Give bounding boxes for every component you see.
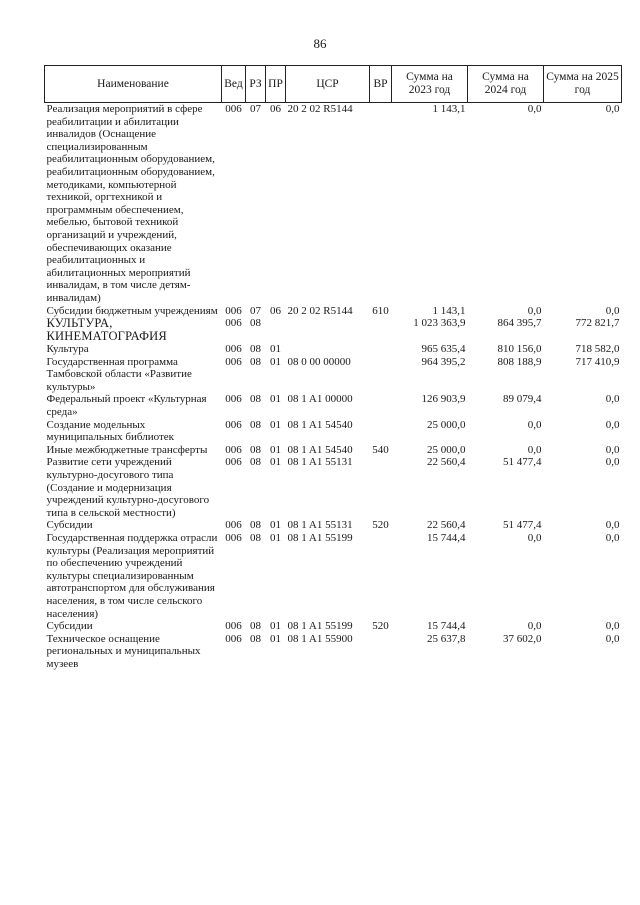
row-sum-2023: 1 143,1 bbox=[432, 103, 466, 115]
row-csr: 20 2 02 R5144 bbox=[287, 103, 353, 115]
row-name: Развитие сети учреждений культурно-досугового типа (Создание и модернизация учреждений культурно-досугового типа в сельской местности) bbox=[46, 456, 210, 519]
row-sum-2023: 25 637,8 bbox=[427, 632, 466, 645]
header-vr: ВР bbox=[370, 66, 392, 103]
row-sum-2024: 0,0 bbox=[527, 304, 542, 317]
row-csr: 08 1 A1 54540 bbox=[287, 443, 353, 456]
table-row bbox=[45, 419, 622, 444]
row-sum-2025: 717 410,9 bbox=[575, 355, 620, 368]
row-csr bbox=[286, 343, 370, 356]
row-sum-2024: 810 156,0 bbox=[497, 343, 542, 356]
row-vr: 540 bbox=[372, 443, 389, 456]
row-sum-2025: 0,0 bbox=[605, 393, 620, 406]
row-name: КУЛЬТУРА, КИНЕМАТОГРАФИЯ bbox=[46, 316, 167, 344]
row-name: Государственная поддержка отрасли культуры (Реализация мероприятий по обеспечению учреждений культуры специализированным автотранспортом для обслуживания населения, в том числе сельского населения) bbox=[46, 532, 218, 620]
table-row bbox=[45, 103, 622, 305]
row-pr: 01 bbox=[270, 355, 281, 368]
row-sum-2023: 22 560,4 bbox=[427, 456, 466, 469]
header-sum-2023: Сумма на 2023 год bbox=[392, 66, 468, 103]
row-rz: 08 bbox=[250, 343, 261, 356]
row-sum-2024: 808 188,9 bbox=[497, 355, 542, 368]
row-rz: 07 bbox=[250, 304, 261, 317]
row-sum-2025: 0,0 bbox=[605, 532, 620, 544]
table-row bbox=[45, 343, 622, 356]
row-sum-2025: 0,0 bbox=[605, 456, 620, 469]
row-csr: 08 0 00 00000 bbox=[287, 355, 351, 368]
row-csr: 08 1 A1 54540 bbox=[287, 418, 353, 431]
row-vr bbox=[370, 532, 392, 620]
row-name: Федеральный проект «Культурная среда» bbox=[46, 393, 207, 419]
row-csr: 08 1 A1 55199 bbox=[287, 620, 353, 633]
row-name: Реализация мероприятий в сфере реабилитации и абилитации инвалидов (Оснащение специализированным реабилитационным оборудованием, реабилитационным оборудованием, методиками, компьютерной техникой, оргтехникой и программным обеспечением, мебелью, бытовой техникой организаций и учреждений, обеспечивающих оказание реабилитационных и абилитационных мероприятий инвалидам, в том числе детям-инвалидам) bbox=[46, 103, 215, 304]
row-rz: 08 bbox=[250, 620, 261, 633]
row-csr: 20 2 02 R5144 bbox=[287, 304, 353, 317]
row-sum-2025: 718 582,0 bbox=[575, 343, 620, 356]
row-ved: 006 bbox=[225, 304, 242, 317]
row-pr: 01 bbox=[270, 532, 281, 544]
row-pr: 01 bbox=[270, 456, 281, 469]
row-sum-2023: 25 000,0 bbox=[427, 443, 466, 456]
row-ved: 006 bbox=[225, 103, 242, 115]
row-csr bbox=[286, 317, 370, 343]
row-pr: 01 bbox=[270, 620, 281, 633]
row-ved: 006 bbox=[225, 532, 242, 544]
page-number: 86 bbox=[313, 36, 327, 51]
table-row bbox=[45, 305, 622, 318]
row-pr: 01 bbox=[270, 393, 281, 406]
header-name: Наименование bbox=[45, 66, 222, 103]
row-sum-2023: 126 903,9 bbox=[421, 393, 466, 406]
row-sum-2024: 0,0 bbox=[527, 443, 542, 456]
row-vr bbox=[370, 317, 392, 343]
row-sum-2025: 772 821,7 bbox=[575, 317, 620, 330]
row-sum-2024: 37 602,0 bbox=[503, 632, 542, 645]
row-rz: 07 bbox=[250, 103, 261, 115]
row-name: Государственная программа Тамбовской области «Развитие культуры» bbox=[46, 355, 192, 393]
table-row bbox=[45, 519, 622, 532]
row-pr: 01 bbox=[270, 343, 281, 356]
row-sum-2025: 0,0 bbox=[605, 620, 620, 633]
header-pr: ПР bbox=[266, 66, 286, 103]
header-sum-2024: Сумма на 2024 год bbox=[468, 66, 544, 103]
row-pr: 01 bbox=[270, 632, 281, 645]
row-vr bbox=[370, 419, 392, 444]
row-csr: 08 1 A1 55131 bbox=[287, 519, 353, 532]
row-ved: 006 bbox=[225, 620, 242, 633]
row-rz: 08 bbox=[250, 355, 261, 368]
row-rz: 08 bbox=[250, 632, 261, 645]
row-vr bbox=[370, 343, 392, 356]
header-csr: ЦСР bbox=[286, 66, 370, 103]
row-csr: 08 1 A1 55131 bbox=[287, 456, 353, 469]
row-vr: 520 bbox=[372, 620, 389, 633]
row-sum-2023: 965 635,4 bbox=[421, 343, 466, 356]
row-sum-2025: 0,0 bbox=[605, 443, 620, 456]
table-row bbox=[45, 444, 622, 457]
row-ved: 006 bbox=[225, 393, 242, 406]
row-csr: 08 1 A1 55900 bbox=[287, 632, 353, 645]
row-vr bbox=[370, 103, 392, 305]
row-sum-2023: 25 000,0 bbox=[427, 418, 466, 431]
row-name: Культура bbox=[46, 343, 89, 356]
table-row bbox=[45, 393, 622, 418]
table-row bbox=[45, 633, 622, 671]
row-ved: 006 bbox=[225, 343, 242, 356]
row-vr bbox=[370, 356, 392, 394]
row-rz: 08 bbox=[250, 393, 261, 406]
row-vr: 610 bbox=[372, 304, 389, 317]
row-sum-2024: 0,0 bbox=[527, 103, 542, 115]
row-sum-2023: 1 023 363,9 bbox=[413, 317, 466, 330]
row-rz: 08 bbox=[250, 519, 261, 532]
row-name: Иные межбюджетные трансферты bbox=[46, 443, 208, 456]
row-rz: 08 bbox=[250, 317, 261, 330]
row-ved: 006 bbox=[225, 317, 242, 330]
row-vr bbox=[370, 393, 392, 418]
row-pr: 01 bbox=[270, 519, 281, 532]
row-sum-2024: 864 395,7 bbox=[497, 317, 542, 330]
row-pr: 06 bbox=[270, 103, 281, 115]
row-sum-2023: 964 395,2 bbox=[421, 355, 466, 368]
row-vr bbox=[370, 456, 392, 519]
row-ved: 006 bbox=[225, 443, 242, 456]
row-name: Субсидии bbox=[46, 620, 93, 633]
header-rz: РЗ bbox=[246, 66, 266, 103]
row-sum-2025: 0,0 bbox=[605, 304, 620, 317]
row-name: Субсидии bbox=[46, 519, 93, 532]
row-sum-2024: 0,0 bbox=[527, 532, 542, 544]
row-pr: 01 bbox=[270, 443, 281, 456]
row-ved: 006 bbox=[225, 355, 242, 368]
header-ved: Вед bbox=[222, 66, 246, 103]
row-sum-2023: 15 744,4 bbox=[427, 620, 466, 633]
row-sum-2023: 22 560,4 bbox=[427, 519, 466, 532]
row-rz: 08 bbox=[250, 456, 261, 469]
budget-table bbox=[44, 65, 622, 671]
row-vr bbox=[370, 633, 392, 671]
row-sum-2023: 15 744,4 bbox=[427, 532, 466, 544]
row-name: Создание модельных муниципальных библиотек bbox=[46, 418, 174, 444]
row-sum-2024: 51 477,4 bbox=[503, 456, 542, 469]
row-sum-2024: 89 079,4 bbox=[503, 393, 542, 406]
row-ved: 006 bbox=[225, 519, 242, 532]
row-ved: 006 bbox=[225, 632, 242, 645]
row-ved: 006 bbox=[225, 418, 242, 431]
row-csr: 08 1 A1 00000 bbox=[287, 393, 353, 406]
row-sum-2024: 51 477,4 bbox=[503, 519, 542, 532]
row-name: Техническое оснащение региональных и муниципальных музеев bbox=[46, 632, 201, 670]
row-sum-2025: 0,0 bbox=[605, 519, 620, 532]
row-rz: 08 bbox=[250, 418, 261, 431]
row-sum-2025: 0,0 bbox=[605, 632, 620, 645]
row-name: Субсидии бюджетным учреждениям bbox=[46, 304, 218, 317]
table-row bbox=[45, 620, 622, 633]
table-row bbox=[45, 532, 622, 620]
row-pr: 01 bbox=[270, 418, 281, 431]
row-sum-2024: 0,0 bbox=[527, 620, 542, 633]
header-sum-2025: Сумма на 2025 год bbox=[544, 66, 622, 103]
row-sum-2024: 0,0 bbox=[527, 418, 542, 431]
row-vr: 520 bbox=[372, 519, 389, 532]
row-sum-2025: 0,0 bbox=[605, 103, 620, 115]
table-row bbox=[45, 356, 622, 394]
row-ved: 006 bbox=[225, 456, 242, 469]
table-header-row bbox=[45, 66, 622, 103]
table-row bbox=[45, 317, 622, 343]
table-row bbox=[45, 456, 622, 519]
row-csr: 08 1 A1 55199 bbox=[287, 532, 353, 544]
row-sum-2023: 1 143,1 bbox=[432, 304, 466, 317]
row-rz: 08 bbox=[250, 443, 261, 456]
row-sum-2025: 0,0 bbox=[605, 418, 620, 431]
row-rz: 08 bbox=[250, 532, 261, 544]
row-pr bbox=[266, 317, 286, 343]
row-pr: 06 bbox=[270, 304, 281, 317]
